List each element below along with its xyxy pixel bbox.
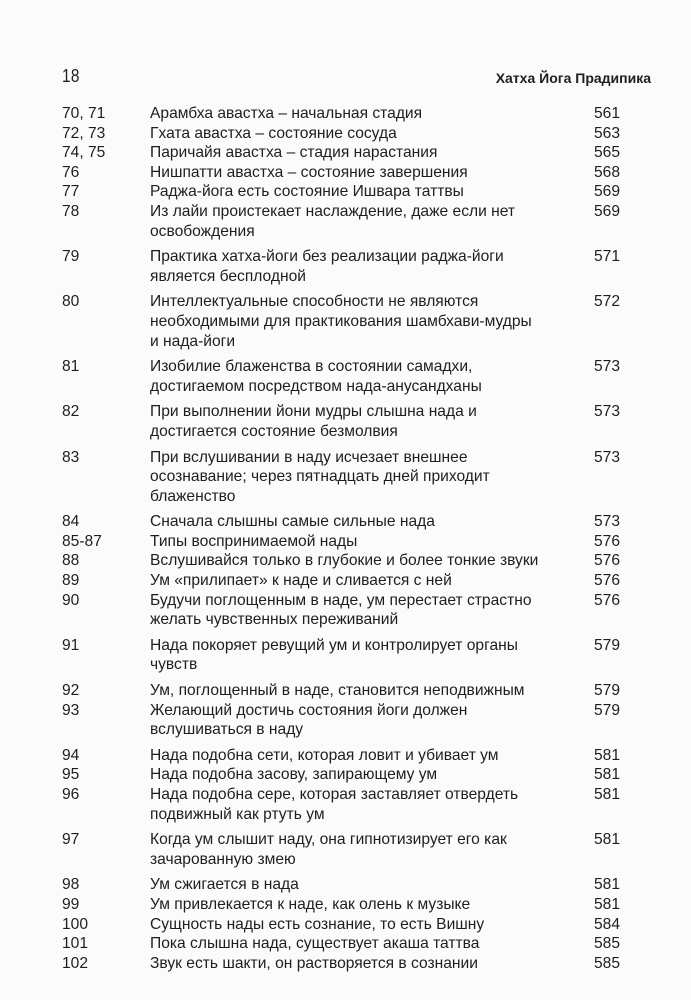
page-reference: 584	[593, 915, 620, 933]
entry-title-line: Гхата авастха – состояние сосуда	[150, 124, 397, 142]
verse-number: 78	[62, 202, 80, 220]
toc-entry	[62, 785, 622, 824]
toc-entry	[62, 591, 622, 630]
entry-title-line: желать чувственных переживаний	[150, 611, 399, 629]
verse-number: 84	[62, 513, 80, 531]
toc-entry	[62, 532, 622, 552]
entry-title-line: Раджа-йога есть состояние Ишвара таттвы	[150, 183, 464, 201]
verse-number: 88	[62, 552, 80, 570]
toc-entry	[62, 571, 622, 591]
verse-number: 72, 73	[62, 124, 106, 142]
toc-entry	[62, 875, 622, 895]
entry-title	[150, 591, 575, 630]
entry-title	[150, 895, 575, 915]
page-reference: 573	[593, 513, 620, 531]
entry-title-line: Паричайя авастха – стадия нарастания	[150, 144, 438, 162]
entry-title	[150, 292, 575, 351]
page-reference: 576	[593, 532, 620, 550]
toc-entry	[62, 512, 622, 532]
entry-title-line: Типы воспринимаемой нады	[150, 532, 358, 550]
entry-title-line: Нада подобна сере, которая заставляет отвердеть	[150, 786, 519, 803]
verse-number: 101	[62, 935, 89, 953]
entry-title-line: освобождения	[150, 222, 255, 240]
entry-title	[150, 915, 575, 935]
page-number: 18	[62, 66, 80, 86]
page-reference: 585	[593, 935, 620, 953]
toc-entry	[62, 448, 622, 507]
entry-title-line: необходимыми для практикования шамбхави-мудры	[150, 312, 532, 330]
entry-title	[150, 512, 575, 532]
verse-number: 93	[62, 701, 80, 719]
entry-title	[150, 934, 575, 954]
page-reference: 579	[593, 701, 620, 719]
page-reference: 569	[593, 202, 620, 220]
entry-title-line: Желающий достичь состояния йоги должен	[150, 701, 468, 719]
entry-title	[150, 143, 575, 163]
toc-entry	[62, 104, 622, 124]
page-reference: 581	[593, 746, 620, 764]
toc-entry	[62, 357, 622, 396]
toc-entry	[62, 954, 622, 974]
entry-title-line: и нада-йоги	[150, 332, 236, 350]
page-reference: 581	[593, 876, 620, 894]
entry-title-line: Нада покоряет ревущий ум и контролирует органы	[150, 636, 518, 654]
toc-entry	[62, 163, 622, 183]
entry-title-line: является бесплодной	[150, 267, 306, 285]
page-reference: 573	[593, 403, 620, 421]
entry-title-line: Вслушивайся только в глубокие и более тонкие звуки	[150, 552, 539, 570]
verse-number: 92	[62, 682, 80, 700]
entry-title	[150, 875, 575, 895]
page-reference: 569	[593, 183, 620, 201]
entry-title-line: Сначала слышны самые сильные нада	[150, 513, 435, 531]
page-reference: 581	[593, 831, 620, 849]
page-reference: 576	[593, 552, 620, 570]
toc-entry	[62, 895, 622, 915]
entry-title	[150, 124, 575, 144]
page-reference: 579	[593, 636, 620, 654]
toc-entry	[62, 746, 622, 766]
toc-entry	[62, 402, 622, 441]
page-reference: 565	[593, 144, 620, 162]
table-of-contents	[62, 104, 622, 973]
entry-title	[150, 830, 575, 869]
toc-entry	[62, 830, 622, 869]
page-reference: 573	[593, 448, 620, 466]
entry-title	[150, 163, 575, 183]
verse-number: 97	[62, 831, 80, 849]
entry-title-line: Нада подобна сети, которая ловит и убивает ум	[150, 746, 499, 764]
entry-title	[150, 357, 575, 396]
toc-entry	[62, 551, 622, 571]
entry-title-line: чувств	[150, 656, 198, 674]
verse-number: 70, 71	[62, 105, 106, 122]
verse-number: 90	[62, 591, 80, 609]
entry-title-line: достигается состояние безмолвия	[150, 422, 398, 440]
toc-entry	[62, 701, 622, 740]
verse-number: 85-87	[62, 532, 102, 550]
page-reference: 581	[593, 766, 620, 784]
verse-number: 80	[62, 293, 80, 311]
entry-title-line: Ум привлекается к наде, как олень к музыке	[150, 895, 471, 913]
entry-title-line: Ум, поглощенный в наде, становится неподвижным	[150, 682, 525, 700]
verse-number: 94	[62, 746, 80, 764]
entry-title	[150, 402, 575, 441]
verse-number: 102	[62, 954, 89, 972]
toc-entry	[62, 636, 622, 675]
page-reference: 576	[593, 572, 620, 590]
toc-entry	[62, 247, 622, 286]
entry-title-line: Нада подобна засову, запирающему ум	[150, 766, 438, 784]
toc-entry	[62, 765, 622, 785]
page-reference: 576	[593, 591, 620, 609]
entry-title	[150, 701, 575, 740]
toc-entry	[62, 182, 622, 202]
verse-number: 89	[62, 572, 80, 590]
entry-title	[150, 636, 575, 675]
page-reference: 581	[593, 895, 620, 913]
verse-number: 96	[62, 786, 80, 803]
entry-title-line: Нишпатти авастха – состояние завершения	[150, 163, 468, 181]
running-title: Хатха Йога Прадипика	[495, 70, 651, 86]
page-reference: 571	[593, 248, 620, 266]
entry-title-line: При вслушивании в наду исчезает внешнее	[150, 448, 468, 466]
entry-title	[150, 681, 575, 701]
entry-title	[150, 448, 575, 507]
entry-title	[150, 785, 575, 824]
entry-title-line: зачарованную змею	[150, 850, 296, 868]
entry-title	[150, 247, 575, 286]
entry-title	[150, 182, 575, 202]
verse-number: 100	[62, 915, 89, 933]
entry-title-line: Арамбха авастха – начальная стадия	[150, 105, 423, 122]
page-reference: 561	[593, 105, 620, 122]
entry-title-line: Звук есть шакти, он растворяется в сознании	[150, 954, 478, 972]
verse-number: 74, 75	[62, 144, 106, 162]
entry-title	[150, 954, 575, 974]
verse-number: 81	[62, 358, 80, 376]
toc-entry	[62, 124, 622, 144]
verse-number: 76	[62, 163, 80, 181]
page-reference: 563	[593, 124, 620, 142]
entry-title-line: блаженство	[150, 487, 236, 505]
page-reference: 581	[593, 786, 620, 803]
toc-entry	[62, 681, 622, 701]
entry-title-line: Когда ум слышит наду, она гипнотизирует его как	[150, 831, 507, 849]
entry-title-line: При выполнении йони мудры слышна нада и	[150, 403, 477, 421]
page-reference: 573	[593, 358, 620, 376]
entry-title	[150, 765, 575, 785]
entry-title-line: Ум сжигается в нада	[150, 876, 299, 894]
verse-number: 82	[62, 403, 80, 421]
page-reference: 585	[593, 954, 620, 972]
entry-title-line: Будучи поглощенным в наде, ум перестает страстно	[150, 591, 532, 609]
entry-title-line: Из лайи проистекает наслаждение, даже если нет	[150, 202, 516, 220]
entry-title	[150, 571, 575, 591]
entry-title-line: подвижный как ртуть ум	[150, 805, 325, 823]
entry-title-line: вслушиваться в наду	[150, 721, 304, 739]
verse-number: 98	[62, 876, 80, 894]
verse-number: 91	[62, 636, 80, 654]
entry-title	[150, 746, 575, 766]
toc-entry	[62, 915, 622, 935]
entry-title-line: осознавание; через пятнадцать дней приходит	[150, 468, 490, 486]
entry-title-line: Интеллектуальные способности не являются	[150, 293, 479, 311]
page-reference: 579	[593, 682, 620, 700]
verse-number: 83	[62, 448, 80, 466]
entry-title-line: Пока слышна нада, существует акаша таттва	[150, 935, 480, 953]
entry-title-line: Сущность нады есть сознание, то есть Вишну	[150, 915, 485, 933]
toc-entry	[62, 934, 622, 954]
entry-title-line: Изобилие блаженства в состоянии самадхи,	[150, 358, 473, 376]
verse-number: 79	[62, 248, 80, 266]
verse-number: 95	[62, 766, 80, 784]
verse-number: 77	[62, 183, 80, 201]
entry-title	[150, 202, 575, 241]
page-reference: 572	[593, 293, 620, 311]
page-reference: 568	[593, 163, 620, 181]
toc-entry	[62, 202, 622, 241]
entry-title	[150, 532, 575, 552]
entry-title-line: достигаемом посредством нада-анусандханы	[150, 377, 482, 395]
verse-number: 99	[62, 895, 80, 913]
entry-title-line: Практика хатха-йоги без реализации раджа-йоги	[150, 248, 504, 266]
entry-title	[150, 104, 575, 124]
entry-title	[150, 551, 575, 571]
entry-title-line: Ум «прилипает» к наде и сливается с ней	[150, 572, 452, 590]
toc-entry	[62, 143, 622, 163]
toc-entry	[62, 292, 622, 351]
